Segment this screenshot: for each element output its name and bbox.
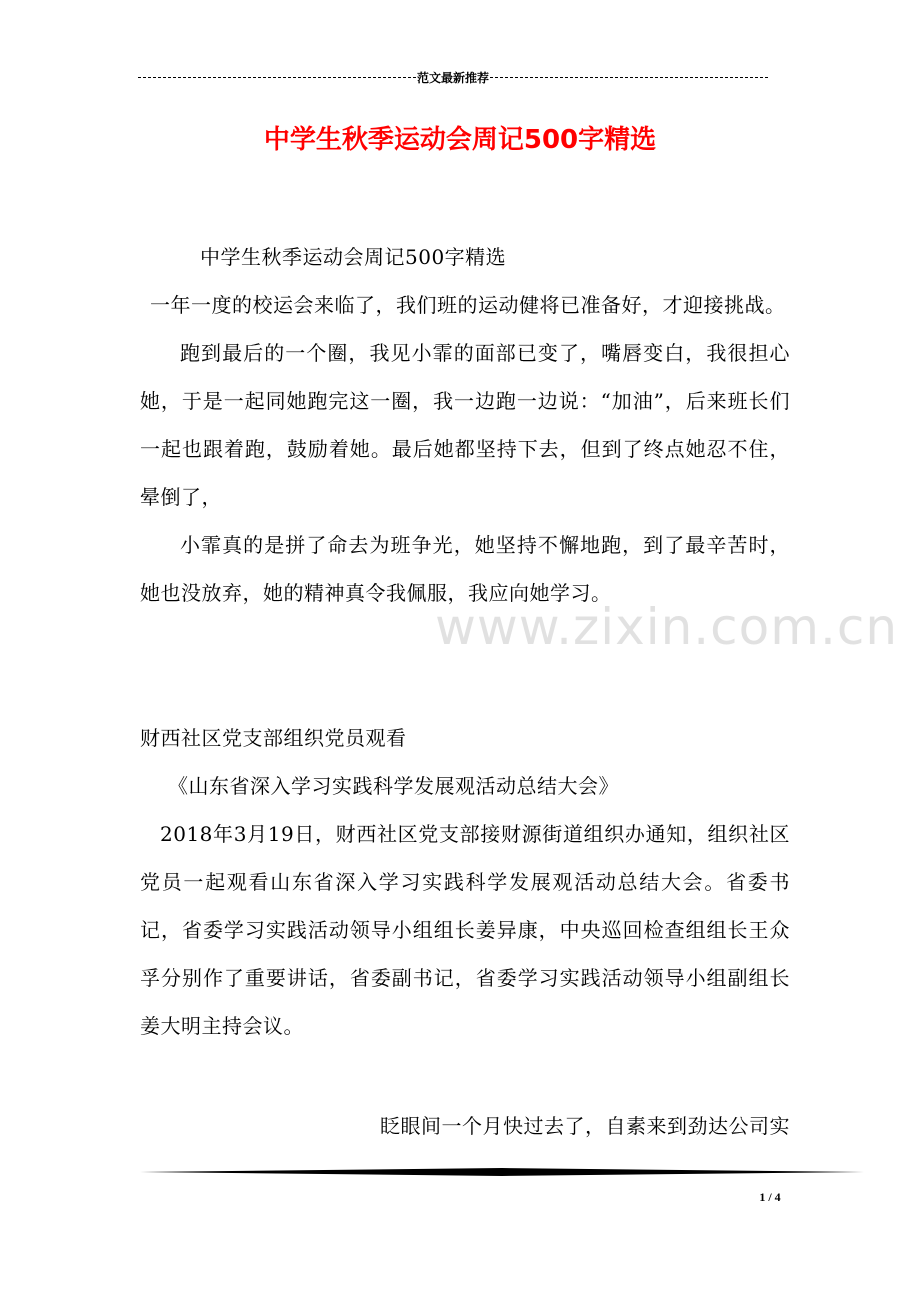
footer-divider: [140, 1168, 864, 1176]
article-2: [140, 714, 790, 1050]
article-3: [140, 1102, 790, 1150]
article-2-heading-1: 财西社区党支部组织党员观看: [140, 726, 407, 750]
article-1-heading: 中学生秋季运动会周记500字精选: [200, 245, 507, 269]
article-1-paragraph-3: 小霏真的是拼了命去为班争光，她坚持不懈地跑，到了最辛苦时，她也没放弃，她的精神真令我佩服，我应向她学习。: [140, 533, 790, 605]
header-dash-right: [490, 77, 768, 78]
article-2-heading-2: 《山东省深入学习实践科学发展观活动总结大会》: [168, 774, 619, 798]
article-1-paragraph-2: 跑到最后的一个圈，我见小霏的面部已变了，嘴唇变白，我很担心她，于是一起同她跑完这一圈，我一边跑一边说：“加油”，后来班长们一起也跟着跑，鼓励着她。最后她都坚持下去，但到了终点她忍不住，晕倒了，: [140, 341, 790, 509]
article-1-paragraph-1: 一年一度的校运会来临了，我们班的运动健将已准备好，才迎接挑战。: [150, 293, 786, 317]
header-label: 范文最新推荐: [417, 70, 490, 85]
article-2-paragraph-1: 2018年3月19日，财西社区党支部接财源街道组织办通知，组织社区党员一起观看山东省深入学习实践科学发展观活动总结大会。省委书记，省委学习实践活动领导小组组长姜异康，中央巡回检查组组长王众孚分别作了重要讲话，省委副书记，省委学习实践活动领导小组副组长姜大明主持会议。: [140, 822, 790, 1038]
document-title: 中学生秋季运动会周记500字精选: [263, 125, 657, 155]
header-dash-left: [138, 77, 416, 78]
watermark: www.zixin.com.cn: [435, 598, 899, 656]
page-number: 1 / 4: [759, 1190, 781, 1204]
page-header: [138, 68, 768, 86]
article-1: [140, 233, 790, 617]
article-3-paragraph-1: 眨眼间一个月快过去了，自素来到劲达公司实: [380, 1114, 790, 1138]
